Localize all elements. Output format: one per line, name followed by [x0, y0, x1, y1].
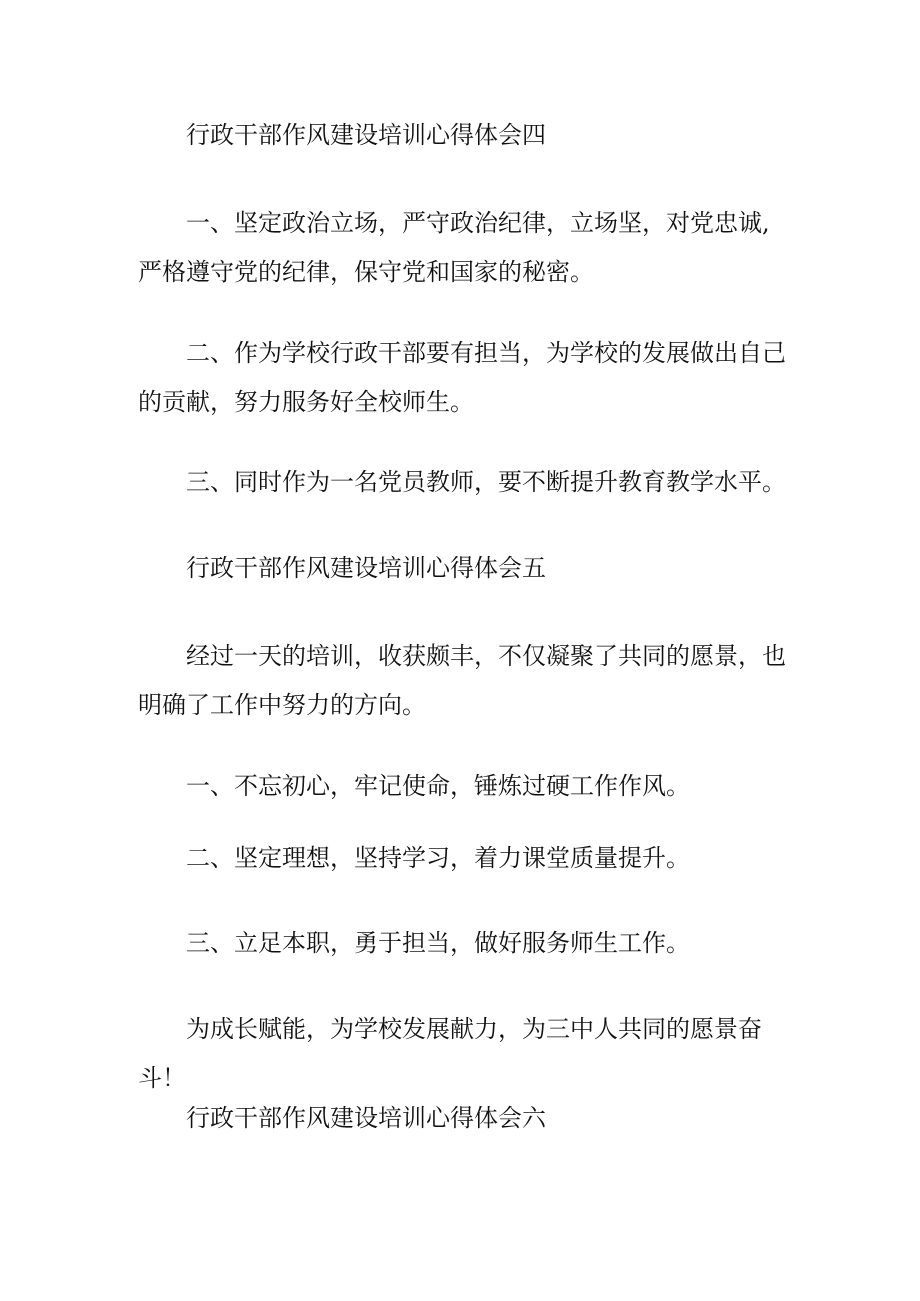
paragraph-4-1: 一、坚定政治立场，严守政治纪律，立场坚，对党忠诚,严格遵守党的纪律，保守党和国家的秘密。	[138, 209, 770, 286]
paragraph-5-1: 一、不忘初心，牢记使命，锤炼过硬工作作风。	[186, 772, 690, 800]
paragraph-5-intro: 经过一天的培训，收获颇丰，不仅凝聚了共同的愿景，也明确了工作中努力的方向。	[138, 642, 786, 719]
paragraph-5-2: 二、坚定理想，坚持学习，着力课堂质量提升。	[186, 844, 690, 872]
paragraph-5-3: 三、立足本职，勇于担当，做好服务师生工作。	[186, 929, 690, 957]
section-heading-4: 行政干部作风建设培训心得体会四	[186, 121, 546, 149]
paragraph-4-3: 三、同时作为一名党员教师，要不断提升教育教学水平。	[186, 468, 786, 496]
section-heading-6: 行政干部作风建设培训心得体会六	[186, 1104, 546, 1132]
paragraph-4-2: 二、作为学校行政干部要有担当，为学校的发展做出自己的贡献，努力服务好全校师生。	[138, 339, 786, 416]
paragraph-5-closing: 为成长赋能，为学校发展献力，为三中人共同的愿景奋斗！	[138, 1015, 762, 1092]
section-heading-5: 行政干部作风建设培训心得体会五	[186, 554, 546, 582]
